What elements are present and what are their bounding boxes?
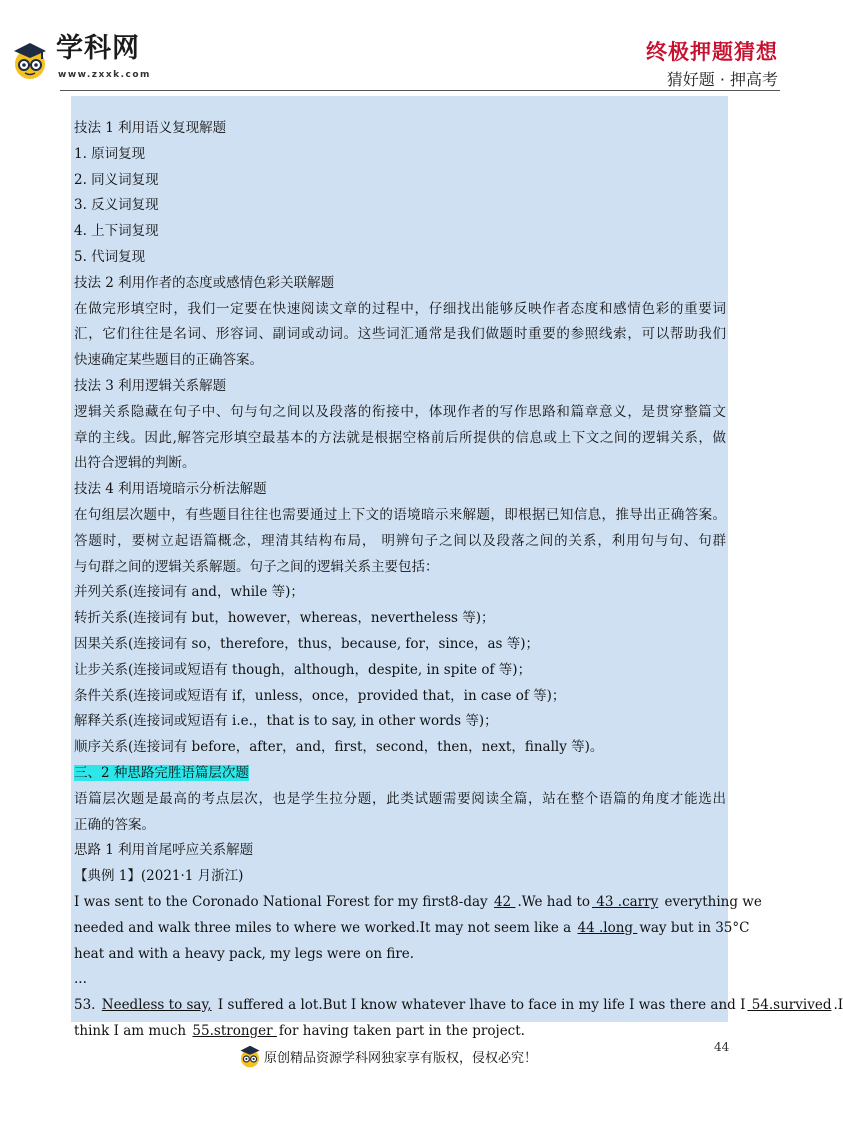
blank-42: 42	[493, 893, 516, 910]
blank-44: 44 .long	[577, 919, 638, 936]
slogan-title: 终极押题猜想	[646, 40, 778, 64]
passage-text: 53.	[74, 997, 100, 1014]
passage-text: everything we	[660, 893, 762, 910]
mascot-logo-icon	[10, 40, 50, 80]
section-heading	[74, 761, 726, 787]
passage-line: heat and with a heavy pack, my legs were on fire.	[74, 945, 415, 962]
blank-53: Needless to say,	[101, 997, 212, 1014]
text-line: 并列关系(连接词有 and，while 等)；	[74, 584, 304, 601]
passage-text: needed and walk three miles to where we worked.It may not seem like a	[74, 919, 576, 936]
text-line: 答题时，要树立起语篇概念，理清其结构布局， 明辨句子之间以及段落之间的关系，利用句与句、句群	[74, 532, 726, 549]
text-line: 4. 上下词复现	[74, 223, 159, 240]
passage-line	[74, 890, 762, 916]
text-line: 正确的答案。	[74, 816, 155, 833]
passage-line	[74, 916, 750, 942]
text-line: 在句组层次题中，有些题目往往也需要通过上下文的语境暗示来解题，即根据已知信息，推导出正确答案。	[74, 506, 726, 523]
page-header	[0, 0, 800, 96]
text-line: 3. 反义词复现	[74, 197, 159, 214]
text-line: 转折关系(连接词有 but，however，whereas，nevertheless 等)；	[74, 610, 495, 627]
copyright-notice: 原创精品资源学科网独家享有版权，侵权必究！	[264, 1051, 538, 1066]
blank-54: 54.survived	[747, 997, 832, 1014]
text-line: 汇，它们往往是名词、形容词、副词或动词。这些词汇通常是我们做题时重要的参照线索，可以帮助我们	[74, 326, 726, 343]
text-line: 技法 2 利用作者的态度或感情色彩关联解题	[74, 274, 335, 291]
document-body	[74, 116, 843, 1045]
passage-text: .We had to	[517, 893, 591, 910]
text-line: 2. 同义词复现	[74, 171, 159, 188]
mascot-footer-icon	[238, 1044, 262, 1068]
header-divider	[60, 90, 780, 91]
text-line: 在做完形填空时，我们一定要在快速阅读文章的过程中，仔细找出能够反映作者态度和感情色彩的重要词	[74, 300, 726, 317]
text-line: 逻辑关系隐藏在句子中、句与句之间以及段落的衔接中，体现作者的写作思路和篇章意义，是贯穿整篇文	[74, 403, 726, 420]
passage-text: think I am much	[74, 1022, 191, 1039]
text-line: 解释关系(连接词或短语有 i.e.，that is to say, in other words 等)；	[74, 713, 498, 730]
text-line: 快速确定某些题目的正确答案。	[74, 352, 263, 369]
text-line: 章的主线。因此,解答完形填空最基本的方法就是根据空格前后所提供的信息或上下文之间的逻辑关系，做	[74, 429, 726, 446]
passage-text: .I	[833, 997, 843, 1014]
logo-text: 学科网	[56, 33, 140, 64]
logo-url: www.zxxk.com	[58, 70, 151, 80]
text-line: 出符合逻辑的判断。	[74, 455, 196, 472]
text-line: 1. 原词复现	[74, 145, 146, 162]
highlighted-heading: 三、2 种思路完胜语篇层次题	[74, 764, 249, 781]
passage-line	[74, 1019, 726, 1045]
text-line: 5. 代词复现	[74, 248, 146, 265]
text-line: 【典例 1】(2021·1 月浙江)	[74, 868, 244, 885]
passage-text: for having taken part in the project.	[278, 1022, 525, 1039]
text-line: 技法 4 利用语境暗示分析法解题	[74, 481, 267, 498]
text-line: 顺序关系(连接词有 before，after，and，first，second，then，next，finally 等)。	[74, 739, 604, 756]
blank-55: 55.stronger	[192, 1022, 277, 1039]
text-line: 条件关系(连接词或短语有 if，unless，once，provided that，in case of 等)；	[74, 687, 566, 704]
slogan-subtitle: 猜好题 · 押高考	[666, 70, 778, 89]
text-line: 与句群之间的逻辑关系解题。句子之间的逻辑关系主要包括：	[74, 558, 439, 575]
text-line: 思路 1 利用首尾呼应关系解题	[74, 842, 254, 859]
text-line: 因果关系(连接词有 so，therefore，thus，because, for，since，as 等)；	[74, 635, 540, 652]
ellipsis-line: ...	[74, 971, 87, 988]
passage-text: way but in 35°C	[639, 919, 750, 936]
passage-line	[74, 993, 843, 1019]
page-number: 44	[714, 1040, 730, 1054]
text-line: 语篇层次题是最高的考点层次，也是学生拉分题，此类试题需要阅读全篇，站在整个语篇的角度才能选出	[74, 790, 726, 807]
passage-text: I was sent to the Coronado National Forest for my first8-day	[74, 893, 492, 910]
text-line: 让步关系(连接词或短语有 though，although，despite, in spite of 等)；	[74, 661, 532, 678]
passage-text: I suffered a lot.But I know whatever lhave to face in my life I was there and I	[213, 997, 746, 1014]
text-line: 技法 3 利用逻辑关系解题	[74, 377, 227, 394]
blank-43: 43 .carry	[592, 893, 659, 910]
text-line: 技法 1 利用语义复现解题	[74, 120, 227, 136]
